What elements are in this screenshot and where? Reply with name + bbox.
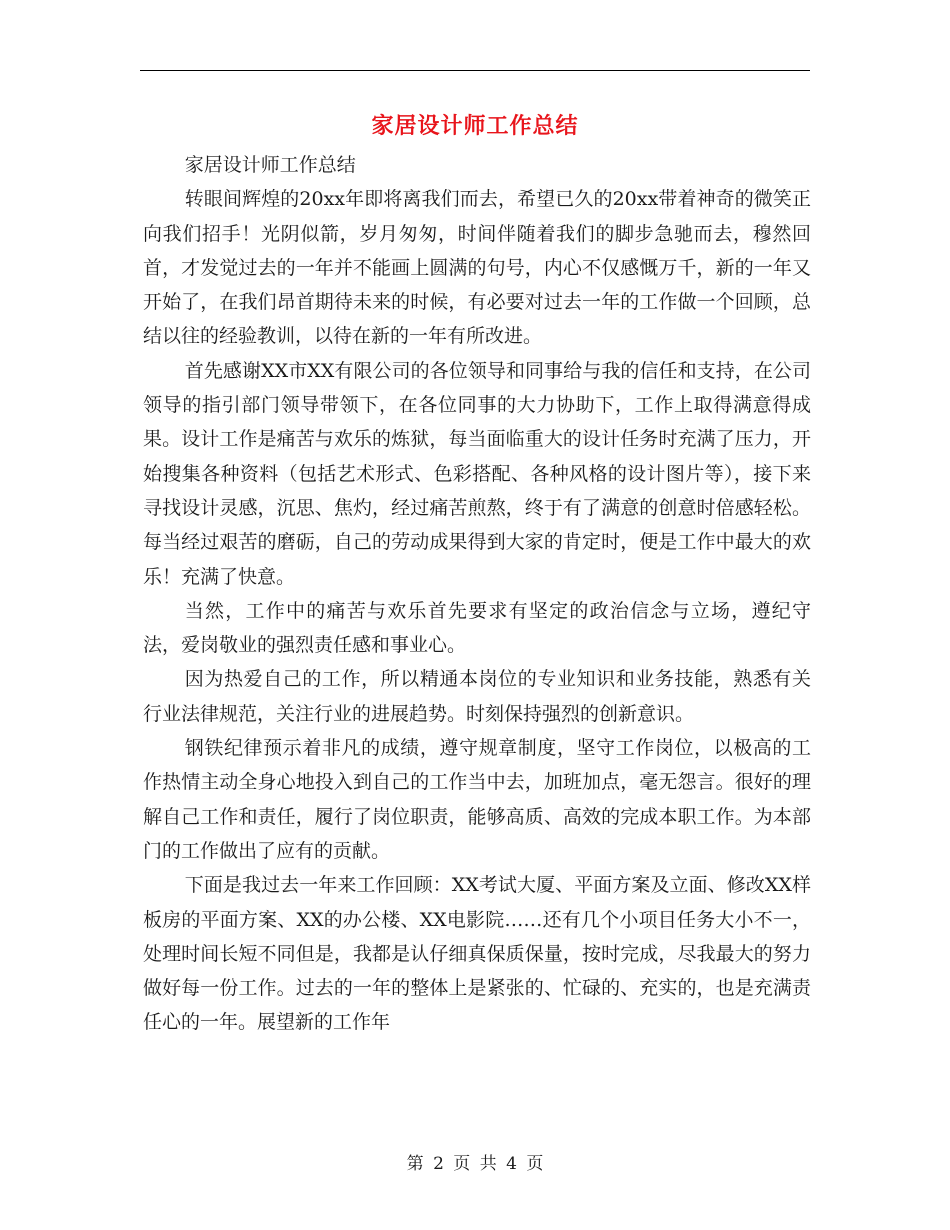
page-footer bbox=[0, 1152, 950, 1176]
footer-total-unit: 页 bbox=[526, 1154, 544, 1174]
document-title: 家居设计师工作总结 bbox=[371, 113, 579, 139]
paragraph-discipline: 钢铁纪律预示着非凡的成绩，遵守规章制度，坚守工作岗位，以极高的工作热情主动全身心地投入到自己的工作当中去，加班加点，毫无怨言。很好的理解自己工作和责任，履行了岗位职责，能够高质、高效的完成本职工作。为本部门的工作做出了应有的贡献。 bbox=[143, 737, 811, 862]
paragraph-intro: 转眼间辉煌的20xx年即将离我们而去，希望已久的20xx带着神奇的微笑正向我们招手！光阴似箭，岁月匆匆，时间伴随着我们的脚步急驰而去，穆然回首，才发觉过去的一年并不能画上圆满的句号，内心不仅感慨万千，新的一年又开始了，在我们昂首期待未来的时候，有必要对过去一年的工作做一个回顾，总结以往的经验教训，以待在新的一年有所改进。 bbox=[143, 188, 811, 348]
footer-prefix: 第 bbox=[406, 1154, 424, 1174]
footer-page-unit: 页 bbox=[453, 1154, 471, 1174]
paragraph-thanks: 首先感谢XX市XX有限公司的各位领导和同事给与我的信任和支持，在公司领导的指引部门领导带领下，在各位同事的大力协助下，工作上取得满意得成果。设计工作是痛苦与欢乐的炼狱，每当面临重大的设计任务时充满了压力，开始搜集各种资料（包括艺术形式、色彩搭配、各种风格的设计图片等），接下来寻找设计灵感，沉思、焦灼，经过痛苦煎熬，终于有了满意的创意时倍感轻松。每当经过艰苦的磨砺，自己的劳动成果得到大家的肯定时，便是工作中最大的欢乐！充满了快意。 bbox=[143, 359, 811, 588]
paragraph-expertise: 因为热爱自己的工作，所以精通本岗位的专业知识和业务技能，熟悉有关行业法律规范，关注行业的进展趋势。时刻保持强烈的创新意识。 bbox=[143, 668, 811, 725]
paragraph-belief: 当然，工作中的痛苦与欢乐首先要求有坚定的政治信念与立场，遵纪守法，爱岗敬业的强烈责任感和事业心。 bbox=[143, 599, 811, 657]
footer-total-pages: 4 bbox=[506, 1154, 517, 1174]
header-rule bbox=[140, 70, 810, 71]
footer-total-prefix: 共 bbox=[479, 1154, 497, 1174]
paragraph-heading: 家居设计师工作总结 bbox=[184, 154, 356, 176]
document-body bbox=[143, 148, 811, 1040]
footer-current-page: 2 bbox=[433, 1154, 444, 1174]
paragraph-review: 下面是我过去一年来工作回顾：XX考试大厦、平面方案及立面、修改XX样板房的平面方案、XX的办公楼、XX电影院……还有几个小项目任务大小不一，处理时间长短不同但是，我都是认仔细真保质保量，按时完成，尽我最大的努力做好每一份工作。过去的一年的整体上是紧张的、忙碌的、充实的，也是充满责任心的一年。展望新的工作年 bbox=[143, 874, 811, 1034]
